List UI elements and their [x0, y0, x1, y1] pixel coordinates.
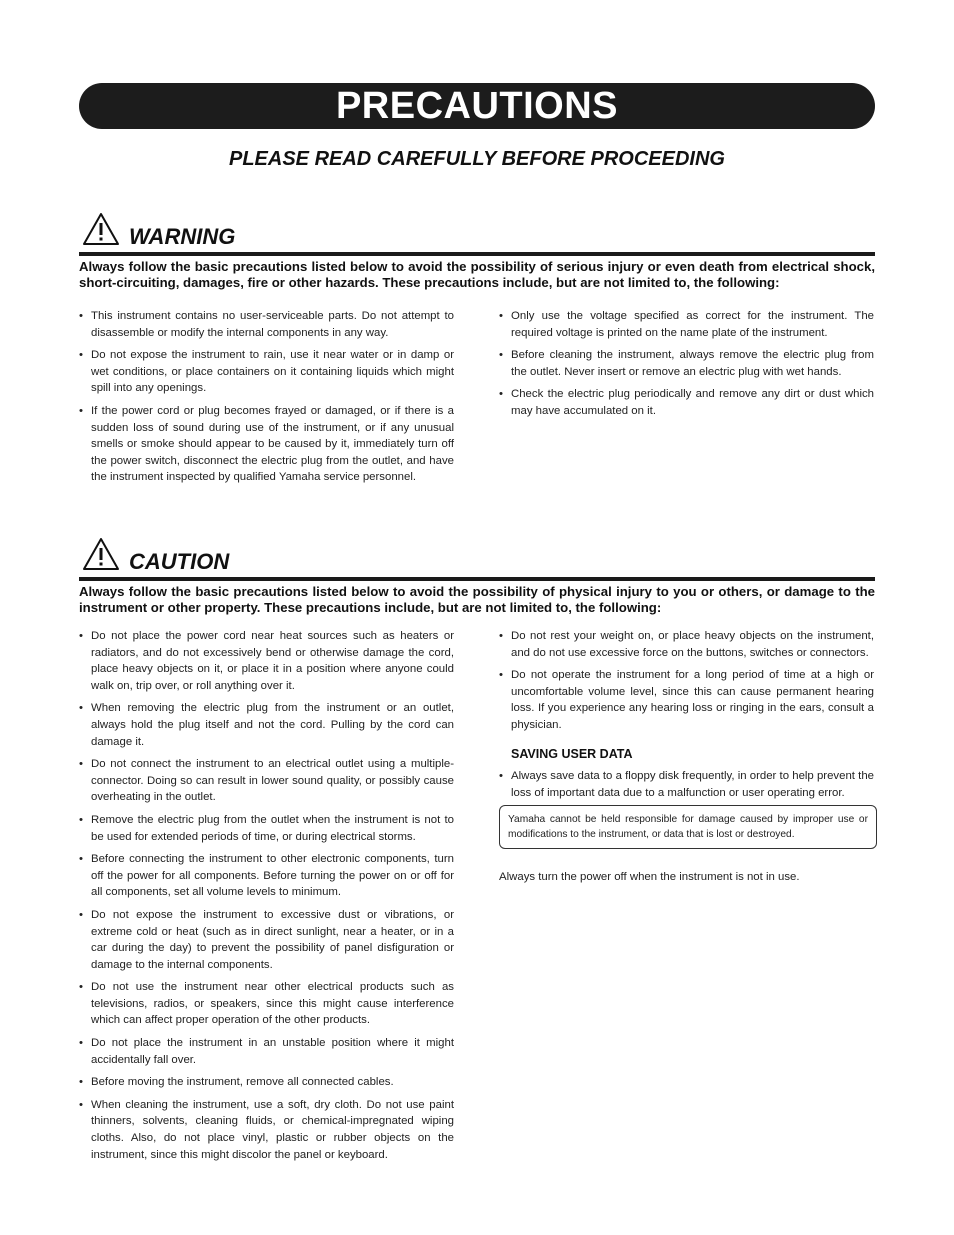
list-item: • Check the electric plug periodically and remove any dirt or dust which may have accumulated on it.: [499, 386, 874, 419]
page-title: PRECAUTIONS: [335, 84, 619, 127]
list-item: • This instrument contains no user-serviceable parts. Do not attempt to disassemble or modify the internal components in any way.: [79, 308, 454, 341]
list-item: • Before cleaning the instrument, always remove the electric plug from the outlet. Never insert or remove an electric plug with wet hands.: [499, 347, 874, 380]
caution-left-column: [79, 628, 454, 1169]
warning-right-list: [499, 308, 874, 420]
warning-right-column: [499, 308, 874, 426]
caution-rule: [79, 577, 875, 581]
list-item: • Do not expose the instrument to excessive dust or vibrations, or extreme cold or heat (such as in direct sunlight, near a heater, or in a car during the day) to prevent the possibility of panel disfiguration or damage to the internal components.: [79, 907, 454, 973]
warning-rule: [79, 252, 875, 256]
title-banner: [79, 83, 875, 129]
liability-notice: Yamaha cannot be held responsible for damage caused by improper use or modifications to the instrument, or data that is lost or destroyed.: [499, 805, 877, 849]
saving-user-data-list: [499, 768, 874, 801]
warning-heading: [79, 212, 875, 252]
list-item: • Always save data to a floppy disk frequently, in order to help prevent the loss of important data due to a malfunction or user operating error.: [499, 768, 874, 801]
list-item: • Before moving the instrument, remove all connected cables.: [79, 1074, 454, 1091]
warning-left-list: [79, 308, 454, 486]
list-item: • Do not place the instrument in an unstable position where it might accidentally fall over.: [79, 1035, 454, 1068]
caution-triangle-icon: [82, 537, 120, 571]
saving-user-data-heading: SAVING USER DATA: [511, 746, 633, 761]
caution-heading: [79, 537, 875, 577]
power-off-note: Always turn the power off when the instrument is not in use.: [499, 871, 800, 883]
warning-label: WARNING: [129, 224, 236, 249]
list-item: • Do not operate the instrument for a long period of time at a high or uncomfortable volume level, since this can cause permanent hearing loss. If you experience any hearing loss or ringing in the ears, consult a physician.: [499, 667, 874, 733]
warning-left-column: [79, 308, 454, 492]
caution-intro: Always follow the basic precautions listed below to avoid the possibility of physical injury to you or others, or damage to the instrument or other property. These precautions include, but are not limited to, the following:: [79, 584, 875, 615]
caution-label: CAUTION: [129, 549, 230, 574]
page-subtitle: PLEASE READ CAREFULLY BEFORE PROCEEDING: [229, 148, 725, 170]
caution-right-column: [499, 628, 874, 807]
list-item: • Remove the electric plug from the outlet when the instrument is not to be used for extended periods of time, or during electrical storms.: [79, 812, 454, 845]
list-item: • Do not rest your weight on, or place heavy objects on the instrument, and do not use excessive force on the buttons, switches or connectors.: [499, 628, 874, 661]
list-item: • Do not place the power cord near heat sources such as heaters or radiators, and do not excessively bend or otherwise damage the cord, place heavy objects on it, or place it in a position where anyone could walk on, trip over, or roll anything over it.: [79, 628, 454, 694]
list-item: • When removing the electric plug from the instrument or an outlet, always hold the plug itself and not the cord. Pulling by the cord can damage it.: [79, 700, 454, 750]
list-item: • When cleaning the instrument, use a soft, dry cloth. Do not use paint thinners, solvents, cleaning fluids, or chemical-impregnated wiping cloths. Also, do not place vinyl, plastic or rubber objects on the instrument, since this might discolor the panel or keyboard.: [79, 1097, 454, 1163]
warning-triangle-icon: [82, 212, 120, 246]
list-item: • Do not use the instrument near other electrical products such as televisions, radios, or speakers, since this might cause interference which can affect proper operation of the other products.: [79, 979, 454, 1029]
caution-right-list: [499, 628, 874, 734]
list-item: • Do not connect the instrument to an electrical outlet using a multiple-connector. Doing so can result in lower sound quality, or possibly cause overheating in the outlet.: [79, 756, 454, 806]
list-item: • Before connecting the instrument to other electronic components, turn off the power for all components. Before turning the power on or off for all components, set all volume levels to minimum.: [79, 851, 454, 901]
list-item: • If the power cord or plug becomes frayed or damaged, or if there is a sudden loss of sound during use of the instrument, or if any unusual smells or smoke should appear to be caused by it, immediately turn off the power switch, disconnect the electric plug from the outlet, and have the instrument inspected by qualified Yamaha service personnel.: [79, 403, 454, 486]
list-item: • Only use the voltage specified as correct for the instrument. The required voltage is printed on the name plate of the instrument.: [499, 308, 874, 341]
list-item: • Do not expose the instrument to rain, use it near water or in damp or wet conditions, or place containers on it containing liquids which might spill into any openings.: [79, 347, 454, 397]
warning-intro: Always follow the basic precautions listed below to avoid the possibility of serious injury or even death from electrical shock, short-circuiting, damages, fire or other hazards. These precautions include, but are not limited to, the following:: [79, 259, 875, 290]
caution-left-list: [79, 628, 454, 1163]
